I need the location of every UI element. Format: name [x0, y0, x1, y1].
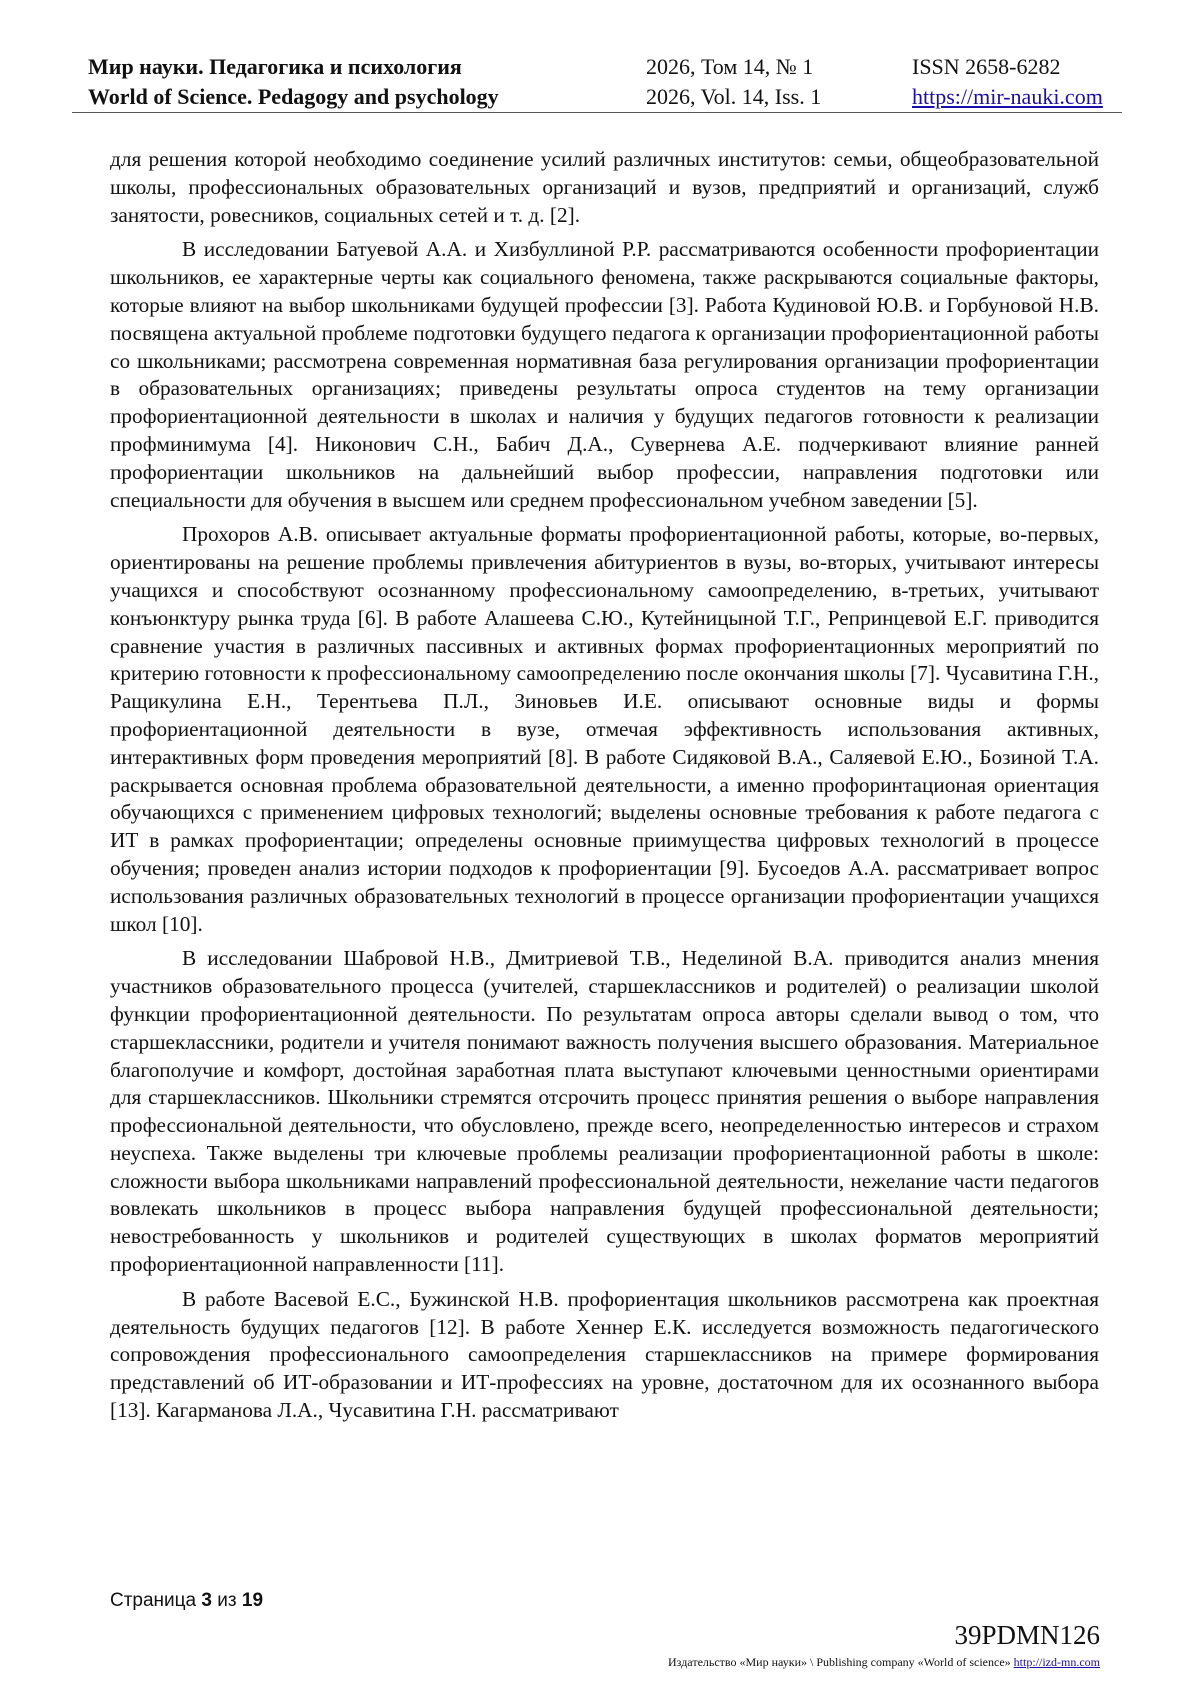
page-total: 19 [241, 1590, 264, 1611]
journal-website-link[interactable]: https://mir-nauki.com [912, 84, 1103, 109]
publisher-text: Издательство «Мир науки» \ Publishing company «World of science» [668, 1655, 1011, 1669]
paragraph-continued: для решения которой необходимо соединение усилий различных институтов: семьи, общеобразовательной школы, профессиональных образовательных организаций и вузов, предприятий и организаций, служб занятости, ровесников, социальных сетей и т. д. [2]. [110, 147, 1099, 227]
paragraph: Прохоров А.В. описывает актуальные форматы профориентационной работы, которые, во-первых, ориентированы на решение проблемы привлечения абитуриентов в вузы, во-вторых, учитывают интересы учащихся и способствуют осознанному профессиональному самоопределению, в-третьих, учитывают конъюнктуру рынка труда [6]. В работе Алашеева С.Ю., Кутейницыной Т.Г., Репринцевой Е.Г. приводится сравнение участия в различных пассивных и активных формах профориентационных мероприятий по критерию готовности к профессиональному самоопределению после окончания школы [7]. Чусавитина Г.Н., Ращикулина Е.Н., Терентьева П.Л., Зиновьев И.Е. описывают основные виды и формы профориентационной деятельности в вузе, отмечая эффективность использования активных, интерактивных форм проведения мероприятий [8]. В работе Сидяковой В.А., Саляевой Е.Ю., Бозиной Т.А. раскрывается основная проблема образовательной деятельности, а именно профоринтационая ориентация обучающихся с применением цифровых технологий; выделены основные требования к работе педагога с ИТ в рамках профориентации; определены основные приимущества цифровых технологий в процессе обучения; проведен анализ истории подходов к профориентации [9]. Бусоедов А.А. рассматривает вопрос использования различных образовательных технологий в процессе организации профориентации учащихся школ [10]. [110, 522, 1099, 936]
issn-number: ISSN 2658-6282 [912, 54, 1061, 79]
document-code: 39PDMN126 [954, 1620, 1100, 1650]
journal-title-block [88, 52, 499, 112]
paragraph: В работе Васевой Е.С., Бужинской Н.В. профориентация школьников рассмотрена как проектная деятельность будущих педагогов [12]. В работе Хеннер Е.К. исследуется возможность педагогического сопровождения профессионального самоопределения старшеклассников на примере формирования представлений об ИТ-образовании и ИТ-профессиях на уровне, достаточном для их осознанного выбора [13]. Кагарманова Л.А., Чусавитина Г.Н. рассматривают [110, 1286, 1099, 1423]
publisher-link[interactable]: http://izd-mn.com [1013, 1655, 1100, 1669]
page-current: 3 [201, 1590, 212, 1611]
issue-info-block [646, 52, 821, 112]
page-number [110, 1590, 263, 1612]
page-of: из [217, 1590, 237, 1611]
issn-block [912, 52, 1103, 112]
issue-info-ru: 2026, Том 14, № 1 [646, 54, 814, 79]
paragraph: В исследовании Батуевой А.А. и Хизбуллиной Р.Р. рассматриваются особенности профориентации школьников, ее характерные черты как социального феномена, также раскрываются социальные факторы, которые влияют на выбор школьниками будущей профессии [3]. Работа Кудиновой Ю.В. и Горбуновой Н.В. посвящена актуальной проблеме подготовки будущего педагога к организации профориентационной работы со школьниками; рассмотрена современная нормативная база регулирования организации профориентации в образовательных организациях; приведены результаты опроса студентов на тему организации профориентационной деятельности в школах и наличия у будущих педагогов готовности к реализации профминимума [4]. Никонович С.Н., Бабич Д.А., Сувернева А.Е. подчеркивают влияние ранней профориентации школьников на дальнейший выбор профессии, направления подготовки или специальности для обучения в высшем или среднем профессиональном учебном заведении [5]. [110, 237, 1099, 512]
journal-title-en: World of Science. Pedagogy and psychology [88, 84, 499, 109]
journal-header [72, 50, 1122, 113]
article-body [110, 146, 1099, 1432]
paragraph: В исследовании Шабровой Н.В., Дмитриевой Т.В., Неделиной В.А. приводится анализ мнения участников образовательного процесса (учителей, старшеклассников и родителей) о реализации школой функции профориентационной деятельности. По результатам опроса авторы сделали вывод о том, что старшеклассники, родители и учителя понимают важность получения высшего образования. Материальное благополучие и комфорт, достойная заработная плата выступают ключевыми ценностными ориентирами для старшеклассников. Школьники стремятся отсрочить процесс принятия решения о выборе направления профессиональной деятельности, что обусловлено, прежде всего, неопределенностью интересов и страхом неуспеха. Также выделены три ключевые проблемы реализации профориентационной работы в школе: сложности выбора школьниками направлений профессиональной деятельности, нежелание части педагогов вовлекать школьников в процесс выбора направления будущей профессиональной деятельности; невостребованность у школьников и родителей существующих в школах форматов мероприятий профориентационной направленности [11]. [110, 946, 1099, 1277]
page-label: Страница [110, 1590, 197, 1611]
issue-info-en: 2026, Vol. 14, Iss. 1 [646, 84, 822, 109]
publisher-line [668, 1655, 1100, 1670]
journal-title-ru: Мир науки. Педагогика и психология [88, 54, 462, 79]
